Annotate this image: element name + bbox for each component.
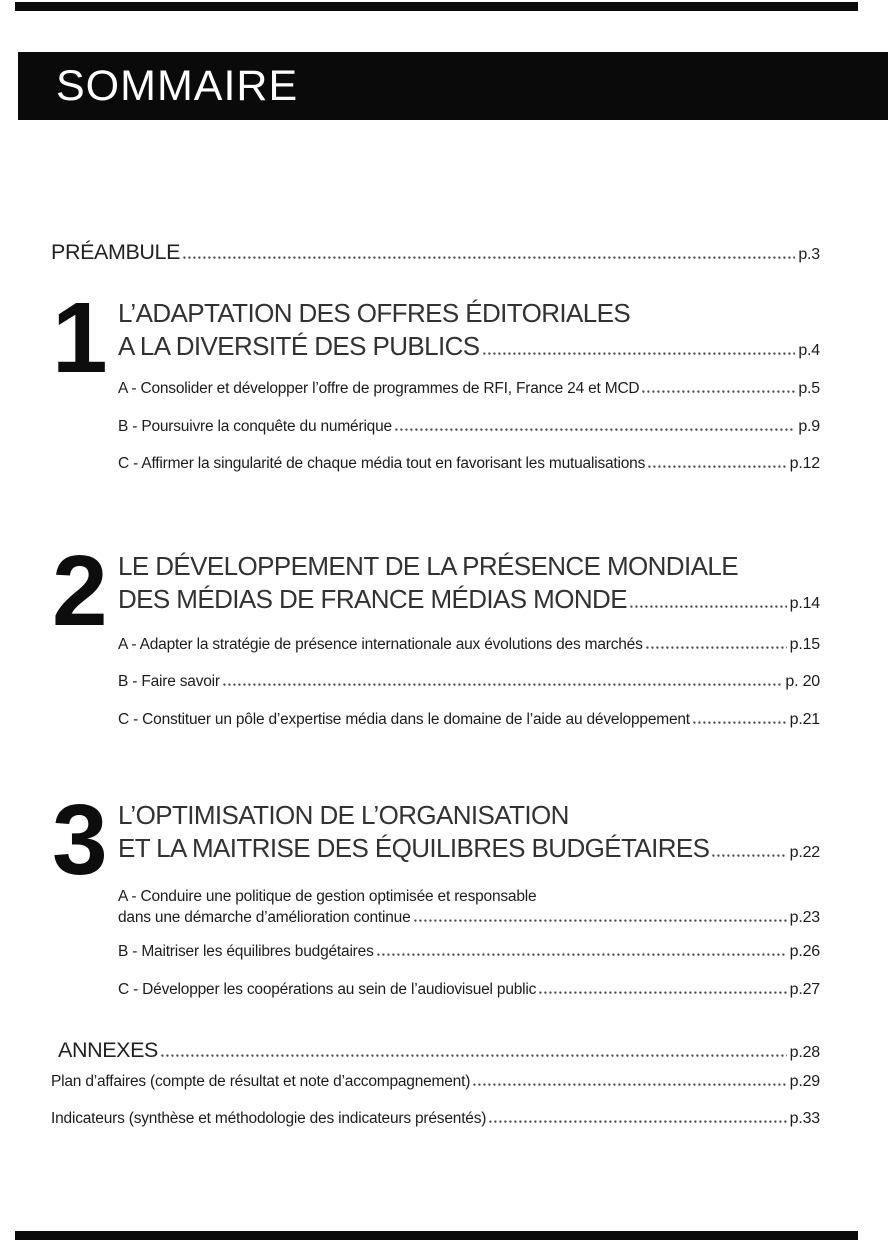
toc-entry-page: p.28	[789, 1044, 820, 1061]
toc-entry-page: p.33	[789, 1110, 820, 1127]
toc-entry-page: p.3	[798, 246, 820, 263]
toc-entry-label: C - Constituer un pôle d’expertise média dans le domaine de l’aide au développement	[118, 711, 690, 728]
toc-entry-3a-line2	[118, 907, 820, 928]
toc-entry-page: p.15	[789, 636, 820, 653]
toc-entry-page: p.4	[798, 342, 820, 359]
section-3-number: 3	[52, 784, 103, 896]
toc-entry-label: B - Faire savoir	[118, 673, 220, 690]
dot-leader	[395, 428, 795, 431]
section-1-title-line1: L’ADAPTATION DES OFFRES ÉDITORIALES	[118, 298, 631, 328]
toc-entry-page: p.23	[789, 909, 820, 926]
toc-entry-label: C - Affirmer la singularité de chaque média tout en favorisant les mutualisations	[118, 455, 646, 472]
toc-entry-1b[interactable]	[118, 416, 820, 437]
toc-entry-section-2[interactable]	[118, 583, 820, 616]
dot-leader	[489, 1120, 786, 1123]
dot-leader	[630, 605, 787, 608]
page-title: SOMMAIRE	[56, 61, 299, 110]
dot-leader	[539, 991, 786, 994]
toc-entry-section-3[interactable]	[118, 832, 820, 865]
toc-entry-label-line1: A - Conduire une politique de gestion optimisée et responsable	[118, 888, 537, 905]
toc-entry-label: B - Poursuivre la conquête du numérique	[118, 418, 392, 435]
toc-entry-1c[interactable]	[118, 453, 820, 474]
toc-entry-page: p.5	[798, 380, 820, 397]
dot-leader	[712, 854, 786, 857]
dot-leader	[646, 646, 787, 649]
toc-entry-section-1[interactable]	[118, 330, 820, 363]
toc-entry-label: A - Adapter la stratégie de présence internationale aux évolutions des marchés	[118, 636, 643, 653]
toc-entry-page: p.29	[789, 1073, 820, 1090]
toc-entry-plan-affaires[interactable]	[51, 1073, 820, 1091]
toc-entry-page: p.14	[789, 595, 820, 612]
dot-leader	[377, 953, 787, 956]
toc-entry-3a[interactable]	[118, 886, 820, 928]
dot-leader	[473, 1083, 786, 1086]
dot-leader	[648, 465, 787, 468]
bottom-rule-bar	[15, 1231, 858, 1240]
toc-entry-2a[interactable]	[118, 634, 820, 655]
toc-entry-annexes[interactable]	[58, 1038, 820, 1063]
toc-entry-1a[interactable]	[118, 378, 820, 399]
section-1-title-line2: A LA DIVERSITÉ DES PUBLICS	[118, 331, 480, 361]
toc-entry-2b[interactable]	[118, 671, 820, 692]
toc-entry-label: Indicateurs (synthèse et méthodologie des indicateurs présentés)	[51, 1110, 487, 1127]
toc-entry-label: Plan d’affaires (compte de résultat et note d’accompagnement)	[51, 1073, 471, 1090]
toc-entry-indicateurs[interactable]	[51, 1110, 820, 1128]
section-3-title-line1: L’OPTIMISATION DE L’ORGANISATION	[118, 800, 569, 830]
sommaire-header-banner	[18, 52, 888, 120]
dot-leader	[483, 352, 796, 355]
toc-entry-preambule[interactable]	[51, 240, 820, 265]
toc-entry-label: ANNEXES	[58, 1038, 158, 1062]
toc-entry-page: p.9	[798, 418, 820, 435]
dot-leader	[642, 390, 795, 393]
toc-entry-label: PRÉAMBULE	[51, 240, 181, 264]
section-2-number: 2	[52, 535, 103, 647]
toc-entry-page: p.22	[789, 844, 820, 861]
toc-entry-label: A - Consolider et développer l’offre de programmes de RFI, France 24 et MCD	[118, 380, 640, 397]
toc-entry-2c[interactable]	[118, 709, 820, 730]
section-1-number: 1	[52, 282, 103, 394]
section-2-title-line2: DES MÉDIAS DE FRANCE MÉDIAS MONDE	[118, 584, 627, 614]
dot-leader	[161, 1054, 787, 1057]
toc-section-3	[52, 784, 820, 896]
top-rule-bar	[15, 2, 858, 11]
toc-entry-page: p.21	[789, 711, 820, 728]
toc-entry-label-line2: dans une démarche d’amélioration continue	[118, 909, 411, 926]
toc-entry-label: C - Développer les coopérations au sein de l’audiovisuel public	[118, 981, 537, 998]
toc-entry-page: p.12	[789, 455, 820, 472]
toc-entry-3b[interactable]	[118, 941, 820, 962]
dot-leader	[183, 256, 795, 259]
section-2-title-line1: LE DÉVELOPPEMENT DE LA PRÉSENCE MONDIALE	[118, 551, 738, 581]
dot-leader	[414, 919, 787, 922]
dot-leader	[223, 683, 783, 686]
toc-entry-3c[interactable]	[118, 979, 820, 1000]
dot-leader	[693, 721, 787, 724]
toc-entry-label: B - Maitriser les équilibres budgétaires	[118, 943, 374, 960]
toc-entry-page: p.27	[789, 981, 820, 998]
toc-entry-page: p. 20	[785, 673, 820, 690]
toc-entry-page: p.26	[789, 943, 820, 960]
section-3-title-line2: ET LA MAITRISE DES ÉQUILIBRES BUDGÉTAIRES	[118, 833, 710, 863]
